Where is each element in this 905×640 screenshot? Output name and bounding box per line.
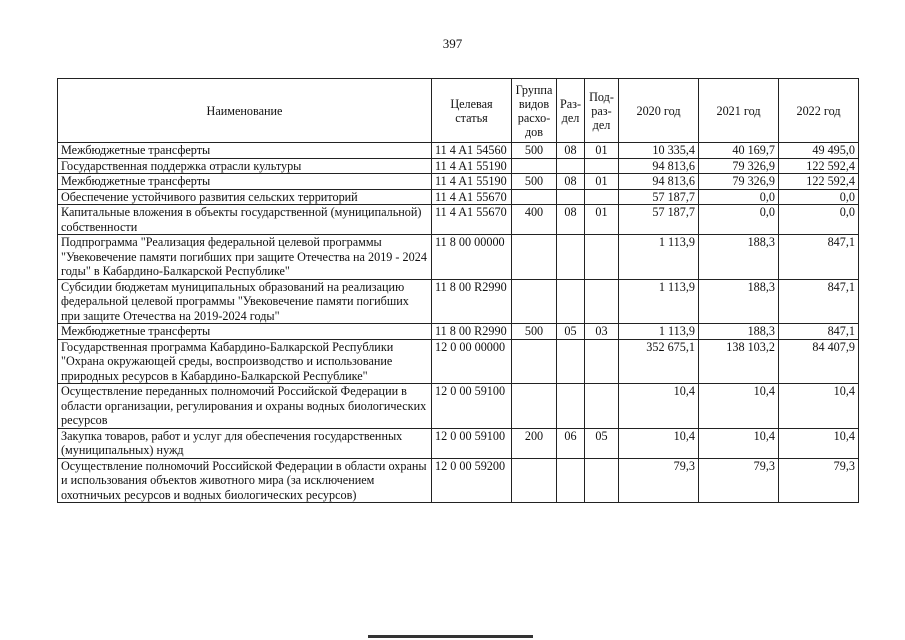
- cell-target-code: 11 8 00 R2990: [432, 279, 512, 324]
- cell-2020: 79,3: [619, 458, 699, 503]
- cell-group: [512, 158, 557, 174]
- cell-section: [557, 339, 585, 384]
- cell-name: Межбюджетные трансферты: [58, 143, 432, 159]
- cell-section: [557, 279, 585, 324]
- cell-section: [557, 158, 585, 174]
- cell-2021: 138 103,2: [699, 339, 779, 384]
- header-target: Целевая статья: [432, 79, 512, 143]
- cell-group: [512, 339, 557, 384]
- cell-2022: 122 592,4: [779, 174, 859, 190]
- cell-subsection: 01: [585, 174, 619, 190]
- cell-name: Закупка товаров, работ и услуг для обеспечения государственных (муниципальных) нужд: [58, 428, 432, 458]
- table-row: [58, 235, 859, 280]
- cell-2022: 84 407,9: [779, 339, 859, 384]
- cell-section: 05: [557, 324, 585, 340]
- cell-target-code: 12 0 00 59100: [432, 428, 512, 458]
- header-year-2021: 2021 год: [699, 79, 779, 143]
- cell-section: [557, 384, 585, 429]
- cell-section: [557, 235, 585, 280]
- cell-2022: 10,4: [779, 384, 859, 429]
- cell-2021: 188,3: [699, 324, 779, 340]
- cell-2022: 0,0: [779, 205, 859, 235]
- cell-target-code: 11 4 A1 54560: [432, 143, 512, 159]
- cell-2020: 57 187,7: [619, 205, 699, 235]
- table-header-row: [58, 79, 859, 143]
- cell-subsection: [585, 189, 619, 205]
- cell-group: 500: [512, 143, 557, 159]
- cell-name: Субсидии бюджетам муниципальных образований на реализацию федеральной целевой программы "Увековечение памяти погибших при защите Отечества на 2019-2024 годы": [58, 279, 432, 324]
- cell-group: [512, 189, 557, 205]
- cell-2020: 94 813,6: [619, 174, 699, 190]
- cell-subsection: [585, 235, 619, 280]
- cell-subsection: [585, 279, 619, 324]
- cell-group: [512, 458, 557, 503]
- cell-name: Подпрограмма "Реализация федеральной целевой программы "Увековечение памяти погибших при защите Отечества на 2019 - 2024 годы" в Кабардино-Балкарской Республике": [58, 235, 432, 280]
- cell-2021: 79,3: [699, 458, 779, 503]
- table-row: [58, 279, 859, 324]
- cell-2021: 10,4: [699, 384, 779, 429]
- table-row: [58, 174, 859, 190]
- table-row: [58, 324, 859, 340]
- cell-section: 08: [557, 174, 585, 190]
- cell-2022: 847,1: [779, 324, 859, 340]
- cell-subsection: 01: [585, 143, 619, 159]
- cell-target-code: 11 4 A1 55670: [432, 205, 512, 235]
- cell-subsection: [585, 384, 619, 429]
- cell-2021: 0,0: [699, 189, 779, 205]
- cell-target-code: 12 0 00 59200: [432, 458, 512, 503]
- cell-name: Государственная поддержка отрасли культуры: [58, 158, 432, 174]
- cell-group: 500: [512, 174, 557, 190]
- cell-2021: 40 169,7: [699, 143, 779, 159]
- cell-target-code: 11 4 A1 55670: [432, 189, 512, 205]
- cell-target-code: 11 8 00 00000: [432, 235, 512, 280]
- cell-target-code: 12 0 00 00000: [432, 339, 512, 384]
- cell-2020: 1 113,9: [619, 324, 699, 340]
- bottom-divider: [368, 635, 533, 638]
- cell-name: Капитальные вложения в объекты государственной (муниципальной) собственности: [58, 205, 432, 235]
- cell-name: Межбюджетные трансферты: [58, 174, 432, 190]
- table-row: [58, 189, 859, 205]
- cell-2021: 10,4: [699, 428, 779, 458]
- cell-2020: 352 675,1: [619, 339, 699, 384]
- cell-group: 200: [512, 428, 557, 458]
- cell-target-code: 11 8 00 R2990: [432, 324, 512, 340]
- cell-name: Обеспечение устойчивого развития сельских территорий: [58, 189, 432, 205]
- cell-2022: 0,0: [779, 189, 859, 205]
- cell-group: [512, 384, 557, 429]
- table-row: [58, 339, 859, 384]
- cell-subsection: [585, 339, 619, 384]
- cell-2022: 10,4: [779, 428, 859, 458]
- cell-section: [557, 458, 585, 503]
- table-body: [58, 143, 859, 503]
- cell-2022: 847,1: [779, 235, 859, 280]
- cell-subsection: 01: [585, 205, 619, 235]
- header-name: Наименование: [58, 79, 432, 143]
- cell-2020: 57 187,7: [619, 189, 699, 205]
- table-row: [58, 384, 859, 429]
- cell-subsection: [585, 158, 619, 174]
- cell-group: 400: [512, 205, 557, 235]
- cell-section: 08: [557, 205, 585, 235]
- cell-subsection: [585, 458, 619, 503]
- cell-2022: 79,3: [779, 458, 859, 503]
- budget-table: [57, 78, 859, 503]
- cell-2021: 0,0: [699, 205, 779, 235]
- header-subsection: Под-раз-дел: [585, 79, 619, 143]
- table-row: [58, 158, 859, 174]
- cell-2021: 79 326,9: [699, 174, 779, 190]
- cell-2020: 94 813,6: [619, 158, 699, 174]
- table-row: [58, 428, 859, 458]
- cell-group: [512, 279, 557, 324]
- cell-subsection: 03: [585, 324, 619, 340]
- table-row: [58, 458, 859, 503]
- cell-group: [512, 235, 557, 280]
- cell-section: 06: [557, 428, 585, 458]
- cell-name: Государственная программа Кабардино-Балкарской Республики "Охрана окружающей среды, воспроизводство и использование природных ресурсов в Кабардино-Балкарской Республике": [58, 339, 432, 384]
- cell-2020: 10 335,4: [619, 143, 699, 159]
- page-number: 397: [442, 36, 463, 51]
- cell-section: 08: [557, 143, 585, 159]
- cell-name: Осуществление полномочий Российской Федерации в области охраны и использования объектов животного мира (за исключением охотничьих ресурсов и водных биологических ресурсов): [58, 458, 432, 503]
- cell-target-code: 11 4 A1 55190: [432, 174, 512, 190]
- cell-group: 500: [512, 324, 557, 340]
- cell-target-code: 11 4 A1 55190: [432, 158, 512, 174]
- cell-2022: 122 592,4: [779, 158, 859, 174]
- cell-2020: 10,4: [619, 384, 699, 429]
- header-group: Группа видов расхо-дов: [512, 79, 557, 143]
- cell-target-code: 12 0 00 59100: [432, 384, 512, 429]
- header-section: Раз-дел: [557, 79, 585, 143]
- cell-2021: 188,3: [699, 279, 779, 324]
- cell-2021: 188,3: [699, 235, 779, 280]
- cell-2021: 79 326,9: [699, 158, 779, 174]
- cell-name: Осуществление переданных полномочий Российской Федерации в области организации, регулирования и охраны водных биологических ресурсов: [58, 384, 432, 429]
- cell-name: Межбюджетные трансферты: [58, 324, 432, 340]
- cell-2020: 1 113,9: [619, 279, 699, 324]
- cell-2020: 1 113,9: [619, 235, 699, 280]
- cell-subsection: 05: [585, 428, 619, 458]
- cell-section: [557, 189, 585, 205]
- cell-2022: 847,1: [779, 279, 859, 324]
- cell-2022: 49 495,0: [779, 143, 859, 159]
- table-row: [58, 205, 859, 235]
- table-row: [58, 143, 859, 159]
- header-year-2020: 2020 год: [619, 79, 699, 143]
- header-year-2022: 2022 год: [779, 79, 859, 143]
- cell-2020: 10,4: [619, 428, 699, 458]
